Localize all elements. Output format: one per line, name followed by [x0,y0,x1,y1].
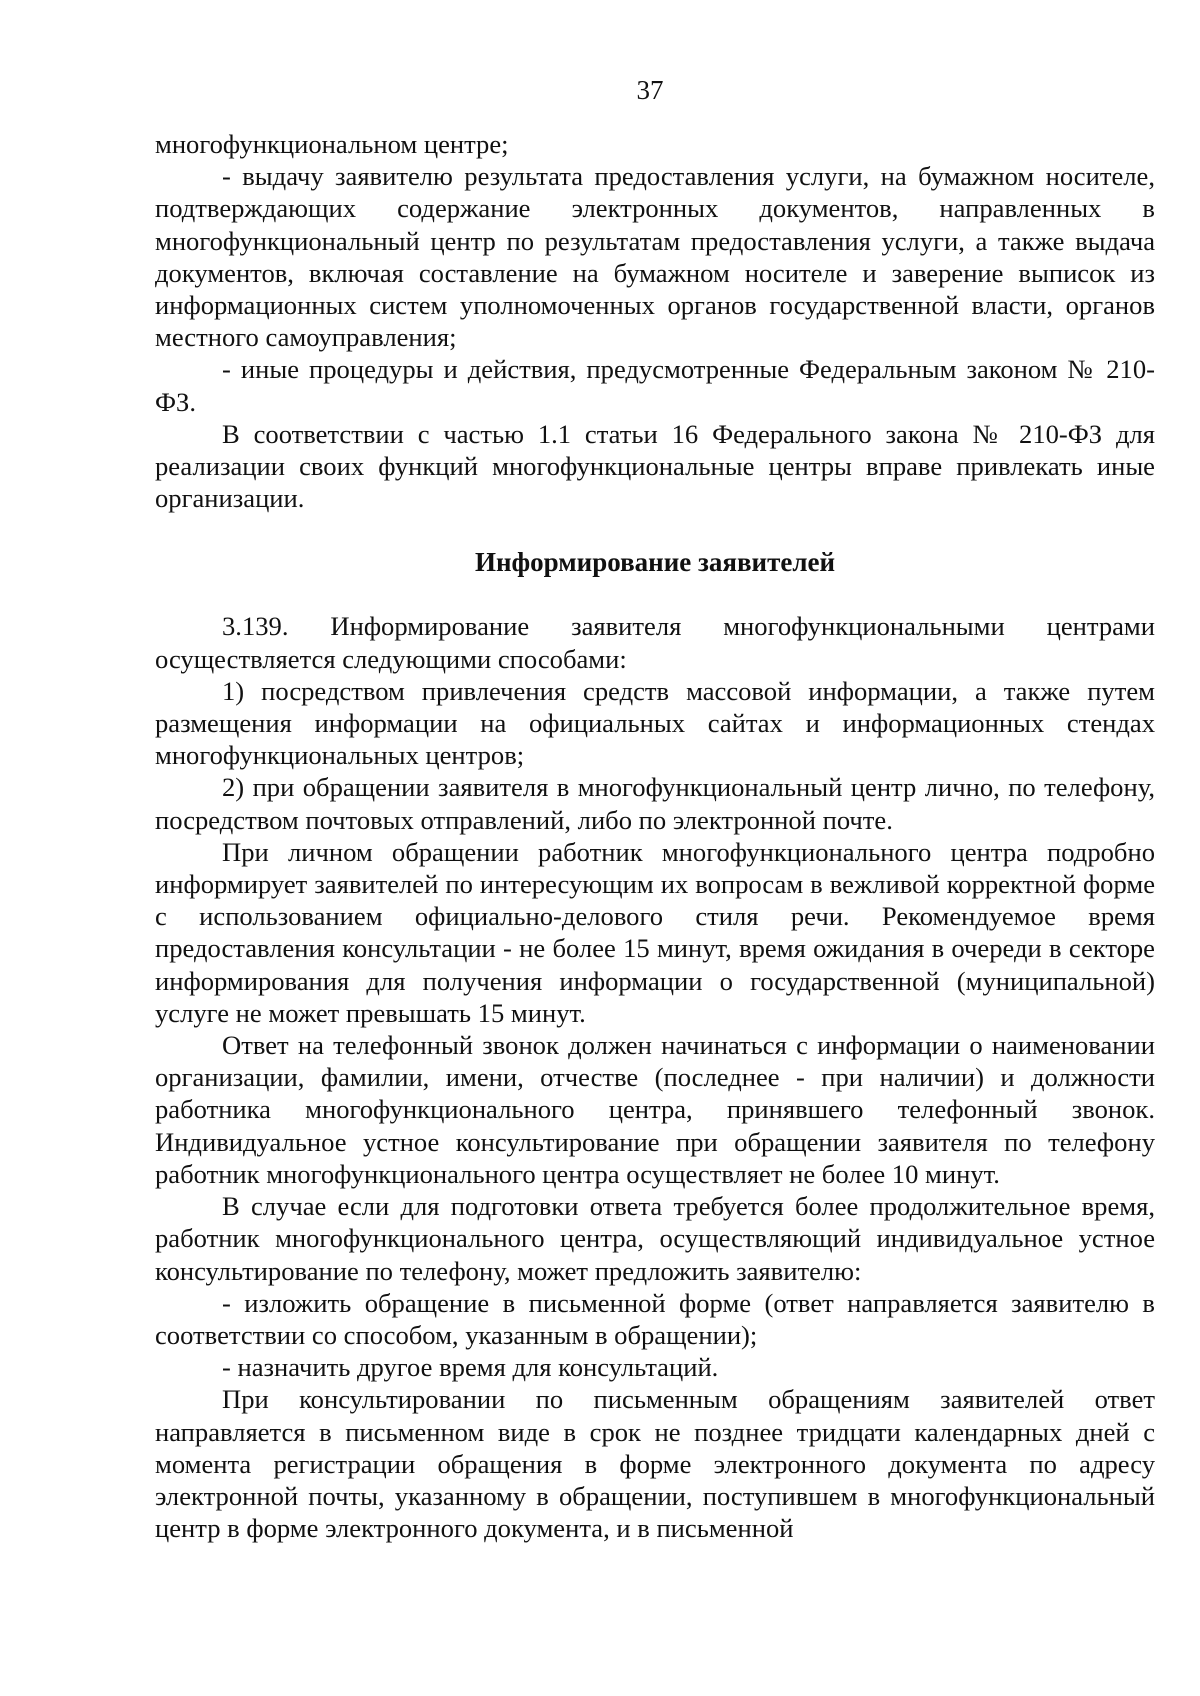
paragraph-involve-organizations: В соответствии с частью 1.1 статьи 16 Федерального закона № 210-ФЗ для реализации своих функций многофункциональные центры вправе привлекать иные организации. [155,418,1155,514]
paragraph-bullet-issuance: - выдачу заявителю результата предоставления услуги, на бумажном носителе, подтверждающих содержание электронных документов, направленных в многофункциональный центр по результатам предоставления услуги, а также выдача документов, включая составление на бумажном носителе и заверение выписок из информационных систем уполномоченных органов государственной власти, органов местного самоуправления; [155,161,1155,353]
paragraph-personal-visit: При личном обращении работник многофункционального центра подробно информирует заявителей по интересующим их вопросам в вежливой корректной форме с использованием официально-делового стиля речи. Рекомендуемое время предоставления консультации - не более 15 минут, время ожидания в очереди в секторе информирования для получения информации о государственной (муниципальной) услуге не может превышать 15 минут. [155,836,1155,1028]
page-number: 37 [636,75,664,105]
paragraph-bullet-written-form: - изложить обращение в письменной форме (ответ направляется заявителю в соответствии со способом, указанным в обращении); [155,1287,1155,1350]
paragraph-phone-call: Ответ на телефонный звонок должен начинаться с информации о наименовании организации, фамилии, имени, отчестве (последнее - при наличии) и должности работника многофункционального центра, принявшего телефонный звонок. Индивидуальное устное консультирование при обращении заявителя по телефону работник многофункционального центра осуществляет не более 10 минут. [155,1030,1155,1189]
paragraph-item-2: 2) при обращении заявителя в многофункциональный центр лично, по телефону, посредством почтовых отправлений, либо по электронной почте. [155,772,1155,835]
paragraph-continuation: многофункциональном центре; [155,129,509,159]
paragraph-item-1: 1) посредством привлечения средств массовой информации, а также путем размещения информации на официальных сайтах и информационных стендах многофункциональных центров; [155,675,1155,771]
paragraph-3-139: 3.139. Информирование заявителя многофункциональными центрами осуществляется следующими способами: [155,611,1155,674]
paragraph-longer-time: В случае если для подготовки ответа требуется более продолжительное время, работник многофункционального центра, осуществляющий индивидуальное устное консультирование по телефону, может предложить заявителю: [155,1191,1155,1286]
paragraph-bullet-other-time: - назначить другое время для консультаций. [222,1352,719,1383]
document-body [155,128,1155,1544]
paragraph-bullet-other-procedures: - иные процедуры и действия, предусмотренные Федеральным законом № 210-ФЗ. [155,354,1155,417]
paragraph-written-requests: При консультировании по письменным обращениям заявителей ответ направляется в письменном виде в срок не позднее тридцати календарных дней с момента регистрации обращения в форме электронного документа по адресу электронной почты, указанному в обращении, поступившем в многофункциональный центр в форме электронного документа, и в письменной [155,1384,1155,1544]
section-heading: Информирование заявителей [474,547,836,578]
